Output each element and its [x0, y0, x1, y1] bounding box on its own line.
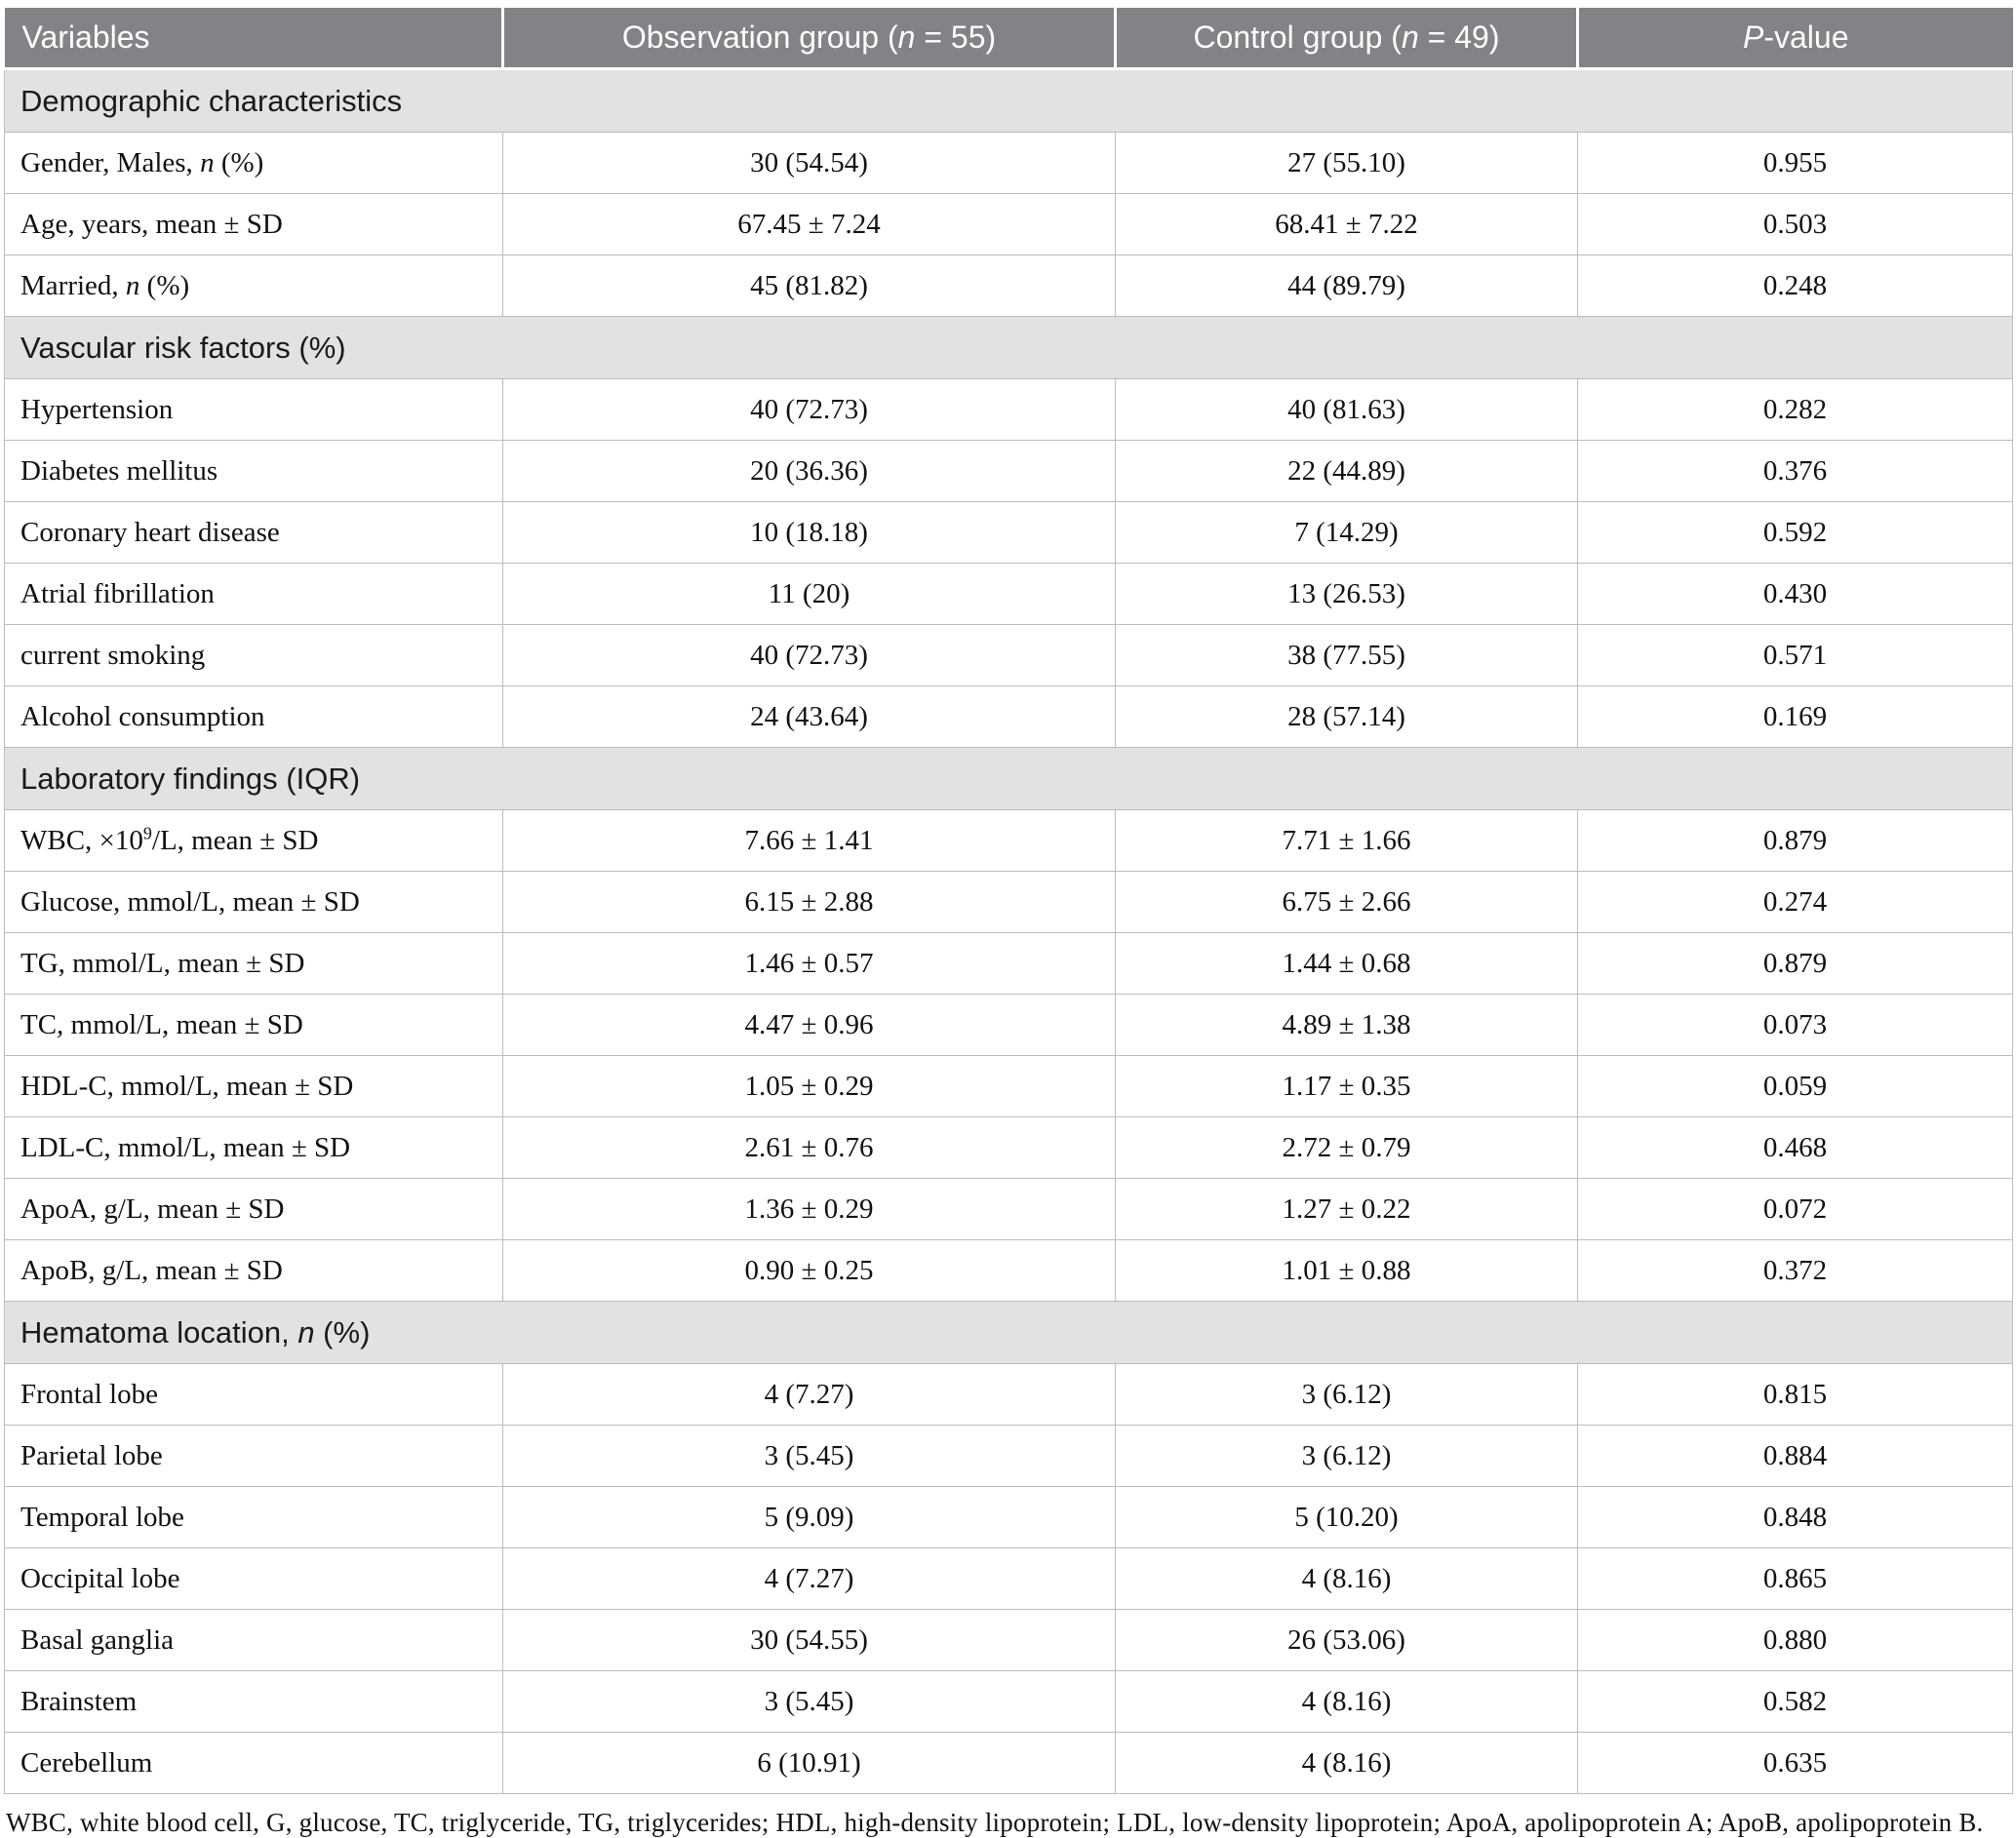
table-row [5, 810, 2013, 872]
variable-cell: Glucose, mmol/L, mean ± SD [5, 872, 503, 933]
section-row [5, 1302, 2013, 1364]
section-row [5, 317, 2013, 379]
pvalue-cell: 0.865 [1578, 1548, 2013, 1610]
control-cell: 26 (53.06) [1116, 1610, 1578, 1671]
variable-cell: Cerebellum [5, 1733, 503, 1794]
section-title: Hematoma location, n (%) [5, 1302, 2013, 1364]
table-header [5, 8, 2013, 69]
variable-cell: ApoB, g/L, mean ± SD [5, 1240, 503, 1302]
control-cell: 4 (8.16) [1116, 1671, 1578, 1733]
table-row [5, 133, 2013, 194]
column-header-p-value: P-value [1578, 8, 2013, 69]
variable-cell: Occipital lobe [5, 1548, 503, 1610]
control-cell: 1.01 ± 0.88 [1116, 1240, 1578, 1302]
observation-cell: 24 (43.64) [503, 686, 1116, 748]
observation-cell: 4 (7.27) [503, 1364, 1116, 1426]
variable-cell: Atrial fibrillation [5, 564, 503, 625]
table-row [5, 1240, 2013, 1302]
table-row [5, 995, 2013, 1056]
variable-cell: Temporal lobe [5, 1487, 503, 1548]
variable-cell: Frontal lobe [5, 1364, 503, 1426]
section-title: Vascular risk factors (%) [5, 317, 2013, 379]
pvalue-cell: 0.059 [1578, 1056, 2013, 1117]
observation-cell: 40 (72.73) [503, 625, 1116, 686]
control-cell: 1.27 ± 0.22 [1116, 1179, 1578, 1240]
table-row [5, 564, 2013, 625]
pvalue-cell: 0.282 [1578, 379, 2013, 441]
observation-cell: 1.05 ± 0.29 [503, 1056, 1116, 1117]
control-cell: 3 (6.12) [1116, 1426, 1578, 1487]
table-row [5, 379, 2013, 441]
pvalue-cell: 0.169 [1578, 686, 2013, 748]
observation-cell: 30 (54.55) [503, 1610, 1116, 1671]
table-row [5, 1733, 2013, 1794]
table-row [5, 1487, 2013, 1548]
table-row [5, 933, 2013, 995]
table-row [5, 1364, 2013, 1426]
control-cell: 4 (8.16) [1116, 1548, 1578, 1610]
pvalue-cell: 0.955 [1578, 133, 2013, 194]
control-cell: 27 (55.10) [1116, 133, 1578, 194]
table-row [5, 872, 2013, 933]
pvalue-cell: 0.879 [1578, 810, 2013, 872]
control-cell: 28 (57.14) [1116, 686, 1578, 748]
column-header-control-group: Control group (n = 49) [1116, 8, 1578, 69]
pvalue-cell: 0.848 [1578, 1487, 2013, 1548]
variable-cell: TG, mmol/L, mean ± SD [5, 933, 503, 995]
variable-cell: current smoking [5, 625, 503, 686]
table-row [5, 502, 2013, 564]
observation-cell: 20 (36.36) [503, 441, 1116, 502]
observation-cell: 2.61 ± 0.76 [503, 1117, 1116, 1179]
section-row [5, 69, 2013, 133]
control-cell: 3 (6.12) [1116, 1364, 1578, 1426]
pvalue-cell: 0.592 [1578, 502, 2013, 564]
observation-cell: 6.15 ± 2.88 [503, 872, 1116, 933]
observation-cell: 3 (5.45) [503, 1426, 1116, 1487]
pvalue-cell: 0.248 [1578, 255, 2013, 317]
pvalue-cell: 0.880 [1578, 1610, 2013, 1671]
column-header-variables: Variables [5, 8, 503, 69]
table-row [5, 686, 2013, 748]
pvalue-cell: 0.635 [1578, 1733, 2013, 1794]
pvalue-cell: 0.468 [1578, 1117, 2013, 1179]
observation-cell: 4 (7.27) [503, 1548, 1116, 1610]
observation-cell: 0.90 ± 0.25 [503, 1240, 1116, 1302]
section-title: Laboratory findings (IQR) [5, 748, 2013, 810]
comparison-table [4, 8, 2013, 1794]
pvalue-cell: 0.815 [1578, 1364, 2013, 1426]
variable-cell: Parietal lobe [5, 1426, 503, 1487]
control-cell: 38 (77.55) [1116, 625, 1578, 686]
observation-cell: 6 (10.91) [503, 1733, 1116, 1794]
table-row [5, 194, 2013, 255]
control-cell: 68.41 ± 7.22 [1116, 194, 1578, 255]
variable-cell: Diabetes mellitus [5, 441, 503, 502]
variable-cell: Alcohol consumption [5, 686, 503, 748]
table-row [5, 1426, 2013, 1487]
section-title: Demographic characteristics [5, 69, 2013, 133]
variable-cell: ApoA, g/L, mean ± SD [5, 1179, 503, 1240]
variable-cell: WBC, $\times 10^9/L$, mean ± SD [5, 810, 503, 872]
variable-cell: Basal ganglia [5, 1610, 503, 1671]
table-row [5, 1671, 2013, 1733]
observation-cell: 1.46 ± 0.57 [503, 933, 1116, 995]
header-row [5, 8, 2013, 69]
table-row [5, 1117, 2013, 1179]
pvalue-cell: 0.571 [1578, 625, 2013, 686]
pvalue-cell: 0.072 [1578, 1179, 2013, 1240]
table-footnote: WBC, white blood cell, G, glucose, TC, triglyceride, TG, triglycerides; HDL, high-density lipoprotein; LDL, low-density lipoprotein; ApoA, apolipoprotein A; ApoB, apolipoprotein B. [6, 1808, 1984, 1837]
variable-cell: HDL-C, mmol/L, mean ± SD [5, 1056, 503, 1117]
pvalue-cell: 0.582 [1578, 1671, 2013, 1733]
control-cell: 4 (8.16) [1116, 1733, 1578, 1794]
observation-cell: 3 (5.45) [503, 1671, 1116, 1733]
table-row [5, 1056, 2013, 1117]
observation-cell: 67.45 ± 7.24 [503, 194, 1116, 255]
variable-cell: Coronary heart disease [5, 502, 503, 564]
observation-cell: 11 (20) [503, 564, 1116, 625]
observation-cell: 7.66 ± 1.41 [503, 810, 1116, 872]
control-cell: 44 (89.79) [1116, 255, 1578, 317]
observation-cell: 45 (81.82) [503, 255, 1116, 317]
variable-cell: Age, years, mean ± SD [5, 194, 503, 255]
control-cell: 1.17 ± 0.35 [1116, 1056, 1578, 1117]
control-cell: 4.89 ± 1.38 [1116, 995, 1578, 1056]
observation-cell: 40 (72.73) [503, 379, 1116, 441]
control-cell: 2.72 ± 0.79 [1116, 1117, 1578, 1179]
control-cell: 13 (26.53) [1116, 564, 1578, 625]
table-body [5, 69, 2013, 1794]
column-header-observation-group: Observation group (n = 55) [503, 8, 1116, 69]
control-cell: 40 (81.63) [1116, 379, 1578, 441]
table-row [5, 441, 2013, 502]
pvalue-cell: 0.376 [1578, 441, 2013, 502]
variable-cell: Gender, Males, n (%) [5, 133, 503, 194]
pvalue-cell: 0.274 [1578, 872, 2013, 933]
control-cell: 7 (14.29) [1116, 502, 1578, 564]
observation-cell: 10 (18.18) [503, 502, 1116, 564]
variable-cell: Hypertension [5, 379, 503, 441]
table-row [5, 1610, 2013, 1671]
observation-cell: 4.47 ± 0.96 [503, 995, 1116, 1056]
variable-cell: TC, mmol/L, mean ± SD [5, 995, 503, 1056]
control-cell: 6.75 ± 2.66 [1116, 872, 1578, 933]
control-cell: 7.71 ± 1.66 [1116, 810, 1578, 872]
pvalue-cell: 0.073 [1578, 995, 2013, 1056]
table-row [5, 255, 2013, 317]
table-row [5, 1548, 2013, 1610]
pvalue-cell: 0.372 [1578, 1240, 2013, 1302]
pvalue-cell: 0.430 [1578, 564, 2013, 625]
table-row [5, 1179, 2013, 1240]
control-cell: 5 (10.20) [1116, 1487, 1578, 1548]
table-row [5, 625, 2013, 686]
variable-cell: Brainstem [5, 1671, 503, 1733]
pvalue-cell: 0.503 [1578, 194, 2013, 255]
control-cell: 22 (44.89) [1116, 441, 1578, 502]
variable-cell: LDL-C, mmol/L, mean ± SD [5, 1117, 503, 1179]
pvalue-cell: 0.879 [1578, 933, 2013, 995]
pvalue-cell: 0.884 [1578, 1426, 2013, 1487]
variable-cell: Married, n (%) [5, 255, 503, 317]
control-cell: 1.44 ± 0.68 [1116, 933, 1578, 995]
observation-cell: 1.36 ± 0.29 [503, 1179, 1116, 1240]
section-row [5, 748, 2013, 810]
observation-cell: 5 (9.09) [503, 1487, 1116, 1548]
observation-cell: 30 (54.54) [503, 133, 1116, 194]
